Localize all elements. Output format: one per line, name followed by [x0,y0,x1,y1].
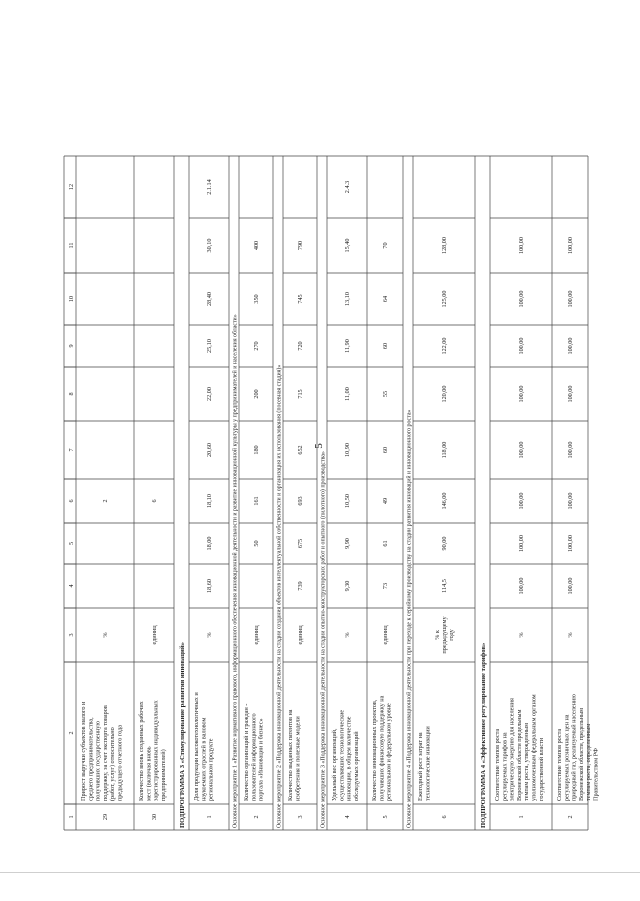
column-header: 9 [68,344,75,348]
value-cell: 6 [151,499,158,503]
indicator-name-line: среднего предпринимательства, [87,717,95,801]
indicator-name-line: инновации, в общем количестве [345,716,353,801]
value-cell: 100,00 [518,534,525,553]
row-number: 3 [297,815,304,819]
row-number: 1 [206,815,213,819]
indicators-table [62,90,600,832]
column-header: 7 [68,448,75,452]
column-header: 1 [68,815,75,819]
value-cell: 180 [253,445,260,455]
value-cell: 100,00 [518,441,525,459]
indicator-name-line: технологические инновации [424,726,432,801]
value-cell: 64 [382,295,389,303]
column-header: 12 [68,183,75,191]
value-cell: 30,10 [206,238,213,253]
value-cell: 70 [382,242,389,249]
indicator-name-line: Количество инновационных проектов, [371,699,378,801]
indicator-name-line: регулируемых розничных цен на [563,714,571,801]
activity-heading: Основное мероприятие 3 «Поддержка инновационной деятельности на стадии опытно-конструкторских работ и опытного (пилотного) производства» [320,451,327,828]
value-cell: 13,10 [344,292,351,306]
value-cell: 18,00 [206,536,213,551]
indicator-name-line: портала «Инновации и бизнес» [257,718,265,801]
value-cell: 18,10 [206,494,213,508]
value-cell: 675 [297,538,304,549]
value-cell: 790 [297,240,304,251]
row-number: 6 [441,815,448,819]
value-cell: 28,40 [206,292,213,306]
value-cell: 10,90 [344,443,351,457]
value-cell: 20,60 [206,443,213,457]
value-cell: 720 [297,341,304,351]
indicator-name-line: природный газ, реализуемый населению [570,694,578,801]
value-cell: 118,00 [441,441,448,459]
column-header: 4 [68,584,75,588]
value-cell: 73 [382,582,389,590]
row-number: 5 [382,815,389,819]
column-header: 5 [68,541,75,546]
value-cell: 100,00 [518,577,525,595]
unit-cell: % [102,632,109,638]
value-cell: 100,00 [518,236,525,255]
value-cell: 161 [253,496,260,506]
activity-heading: Основное мероприятие 1 «Развитие нормативного правового, информационного обеспечения инновационной деятельности и развитие инновационной культуры у предпринимателей и населения области» [232,314,239,828]
value-cell: 2.4.3 [344,180,351,194]
unit-line: году [448,629,456,641]
value-cell: 146,00 [441,492,448,510]
indicator-name-line: электрическую энергию для населения [508,698,516,801]
row-number: 2 [567,815,574,819]
column-header: 6 [68,499,75,503]
indicator-name-line: Воронежской области, предельным [577,707,585,801]
unit-cell: % [344,632,351,638]
unit-line: предыдущему [441,616,448,654]
value-cell: 100,00 [567,236,574,255]
value-cell: 50 [253,540,260,547]
unit-cell: % [518,632,525,638]
unit-cell: единиц [297,625,304,645]
value-cell: 128,00 [441,236,448,255]
row-number: 4 [344,815,351,819]
indicator-name-line: регулируемых тарифов на [501,732,509,801]
indicator-name-line: осуществлявших технологические [338,709,346,801]
indicator-name-line: региональном и федеральном уровне [385,703,393,801]
indicator-name-line: пользователей информационного [250,713,258,801]
column-header: 3 [68,633,75,637]
indicator-name-line: Количество вновь созданных рабочих [138,701,145,801]
value-cell: 22,00 [206,387,213,401]
unit-cell: % [567,632,574,638]
row-number: 30 [151,813,158,821]
unit-cell: % [206,632,213,638]
indicator-name-line: наукоемких отраслей в валовом [200,717,208,801]
subprogram-heading: ПОДПРОГРАММА 4 «Эффективное регулирование тарифов» [480,642,487,828]
column-header: 8 [68,392,75,396]
value-cell: 693 [297,496,304,506]
indicator-name-line: государственной власти [537,737,545,801]
value-cell: 25,10 [206,339,213,353]
value-cell: 745 [297,294,304,304]
value-cell: 100,00 [567,441,574,459]
value-cell: 100,00 [567,577,574,595]
value-cell: 55 [382,390,389,398]
indicator-name-line: Доля продукции высокотехнологичных и [193,692,200,801]
indicator-name-line: обследуемых организаций [352,731,360,801]
indicator-name-line: Прирост выручки субъектов малого и [80,701,87,801]
indicator-name-line: уполномоченным федеральным органом [530,694,538,801]
value-cell: 270 [253,341,260,351]
value-cell: 61 [382,540,389,547]
value-cell: 9,90 [344,538,351,549]
column-header: 10 [68,295,75,303]
row-number: 29 [102,813,109,821]
activity-heading: Основное мероприятие 4 «Поддержка инновационной деятельности при переходе к серийному производству на стадии развития инноваций и инновационного роста» [406,409,413,828]
indicator-name-line: мест (включая вновь [145,746,153,801]
value-cell: 10,50 [344,494,351,508]
indicator-name-line: Воронежской области предельным [515,709,523,801]
unit-cell: единиц [382,625,389,645]
indicator-name-line: Соответствие темпов роста [494,728,501,801]
indicator-name-line: Соответствие темпов роста [556,728,563,801]
indicator-name-line: зарегистрированных индивидуальных [152,700,160,801]
value-cell: 60 [382,342,389,350]
indicator-name-line: Ежегодный рост затрат на [417,732,424,801]
column-header: 2 [68,731,75,735]
unit-cell: единиц [253,625,260,645]
value-cell: 122,00 [441,337,448,355]
indicator-name-line: поддержку, за счет экспорта товаров [101,705,109,801]
value-cell: 739 [297,581,304,591]
value-cell: 200 [253,389,260,399]
value-cell: 652 [297,445,304,455]
value-cell: 60 [382,446,389,454]
activity-heading: Основное мероприятие 2 «Поддержка инновационной деятельности на стадии создания объектов интеллектуальной собственности и организация их использования (посевная стадия)» [276,364,283,828]
value-cell: 100,00 [518,492,525,510]
value-cell: 49 [382,497,389,505]
value-cell: 100,00 [567,534,574,553]
column-header: 11 [68,242,75,249]
unit-line: % к [433,630,441,640]
indicator-name-line: Количество выданных патентов на [287,709,294,801]
row-number: 2 [253,815,260,819]
value-cell: 100,00 [567,290,574,308]
indicator-name-line: предпринимателей) [159,749,167,801]
row-number: 1 [518,815,525,819]
value-cell: 120,00 [441,385,448,403]
indicator-name-line: Удельный вес организаций, [331,728,338,801]
value-cell: 15,40 [344,238,351,253]
indicator-name-line: темпам роста, определенным [585,723,593,801]
value-cell: 18,60 [206,579,213,593]
indicator-name-line: (работ, услуг) относительно [109,727,117,801]
page-bottom-rule [0,872,640,873]
page-number: 5 [313,443,325,449]
indicators-table-grid [62,90,600,832]
value-cell: 11,90 [344,339,351,353]
indicator-name-line: Правительством РФ [592,748,600,801]
value-cell: 100,00 [518,290,525,308]
value-cell: 90,00 [441,536,448,551]
indicator-name-line: Количество организаций и граждан - [243,703,250,801]
subprogram-heading: ПОДПРОГРАММА 3 «Стимулирование развития инноваций» [179,642,186,828]
value-cell: 100,00 [567,492,574,510]
value-cell: 114,5 [441,579,448,593]
value-cell: 400 [253,240,260,251]
value-cell: 350 [253,294,260,304]
value-cell: 2.1.14 [206,179,213,195]
value-cell: 100,00 [518,385,525,403]
indicator-name-line: получивших финансовую поддержку на [378,695,386,801]
value-cell: 2 [102,499,109,503]
value-cell: 125,00 [441,290,448,308]
value-cell: 100,00 [567,337,574,355]
value-cell: 11,00 [344,387,351,401]
value-cell: 100,00 [518,337,525,355]
indicator-name-line: получивших государственную [94,721,102,801]
indicator-name-line: региональном продукте [207,738,215,801]
value-cell: 715 [297,389,304,399]
indicator-name-line: изобретения и полезные модели [294,716,302,801]
indicator-name-line: темпам роста, утвержденным [523,723,531,801]
unit-cell: единиц [151,625,158,645]
value-cell: 100,00 [567,385,574,403]
indicator-name-line: предыдущего отчетного года [116,724,124,801]
value-cell: 9,30 [344,580,351,592]
